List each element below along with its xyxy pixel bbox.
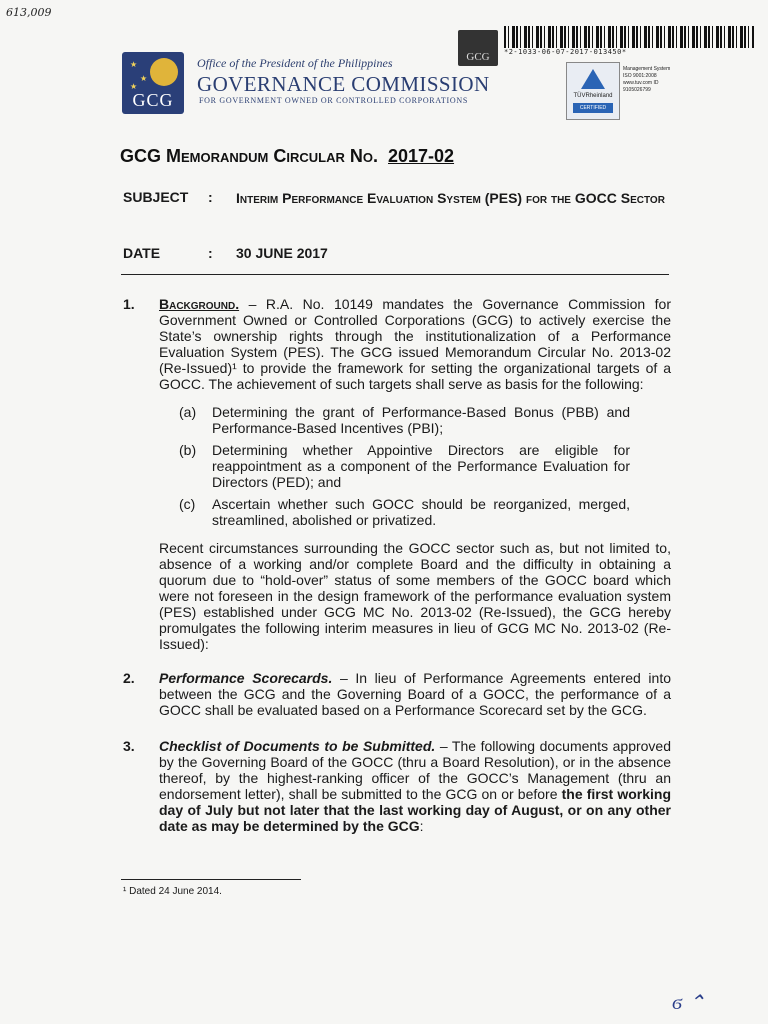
tuv-side-text: Management System ISO 9001:2008 www.tuv.com ID 9105026799 (623, 66, 671, 93)
circular-title (120, 146, 454, 167)
section-heading: Checklist of Documents to be Submitted. (159, 738, 436, 754)
section-background (159, 296, 671, 392)
list-item-label: (c) (179, 496, 196, 512)
star-icon: ★ (130, 82, 138, 91)
initials-signature: ϭ ⌃ (672, 990, 706, 1014)
footnote: ¹ Dated 24 June 2014. (123, 886, 222, 897)
list-item-text: Ascertain whether such GOCC should be reorganized, merged, streamlined, abolished or privatized. (212, 496, 630, 528)
section-number: 3. (123, 738, 135, 754)
handwritten-note: 613,009 (6, 6, 52, 19)
star-icon: ★ (130, 60, 138, 69)
section-number: 2. (123, 670, 135, 686)
tuv-triangle-icon (581, 69, 605, 89)
date-label: DATE (123, 245, 161, 261)
subject-colon: : (208, 189, 213, 205)
section-text-continued: Recent circumstances surrounding the GOCC sector such as, but not limited to, absence of a working and/or complete Board and the difficulty in obtaining a quorum due to “hold-over” status of some members of the GOCC board which were not foreseen in the design framework of the performance evaluation system (PES) established under GCG MC No. 2013-02 (Re-Issued), the GCG hereby promulgates the following interim measures in lieu of GCG MC No. 2013-02 (Re-Issued): (159, 540, 671, 652)
list-item-text: Determining whether Appointive Directors are eligible for reappointment as a component of the Performance Evaluation for Directors (PED); and (212, 442, 630, 490)
date-colon: : (208, 245, 213, 261)
tuv-certification-badge (566, 62, 620, 120)
circular-number: 2017-02 (388, 146, 455, 166)
logo-text: GCG (132, 90, 174, 110)
tuv-name: TÜVRheinland (573, 93, 613, 99)
agency-subtitle: FOR GOVERNMENT OWNED OR CONTROLLED CORPORATIONS (199, 96, 468, 105)
section-heading: Background. (159, 296, 240, 312)
list-item-label: (b) (179, 442, 197, 458)
star-icon: ★ (140, 74, 148, 83)
agency-title: GOVERNANCE COMMISSION (197, 72, 490, 96)
section-heading: Performance Scorecards. (159, 670, 333, 686)
gcg-logo (122, 52, 184, 114)
section-text: – R.A. No. 10149 mandates the Governance Commission for Government Owned or Controlled Corporations (GCG) to actively exercise the State’s ownership rights through the institutionalization of a Performance Evaluation System (PES). The GCG issued Memorandum Circular No. 2013-02 (Re-Issued)¹ to provide the framework for setting the organizational targets of a GOCC. The achievement of such targets shall serve as basis for the following: (159, 296, 671, 392)
list-item-label: (a) (179, 404, 197, 420)
sun-icon (150, 58, 178, 86)
circular-title-prefix: GCG Memorandum Circular No. (120, 146, 378, 166)
stamp-text: GCG (466, 51, 490, 63)
list-item-text: Determining the grant of Performance-Based Bonus (PBB) and Performance-Based Incentives (PBI); (212, 404, 630, 436)
barcode (504, 26, 754, 48)
section-checklist (159, 738, 671, 834)
section-performance-scorecards (159, 670, 671, 718)
gcg-stamp (458, 30, 498, 66)
office-line: Office of the President of the Philippines (197, 56, 393, 70)
tuv-cert-label: CERTIFIED (573, 103, 613, 113)
subject-text: Interim Performance Evaluation System (PES) for the GOCC Sector (236, 190, 665, 206)
section-bold-text: the first working day of July but not later that the last working day of August, or on any other date as may be determined by the GCG (159, 786, 671, 834)
date-text: 30 JUNE 2017 (236, 245, 328, 261)
footnote-divider (121, 879, 301, 880)
barcode-number: *2-1033-06-07-2017-013450* (504, 48, 627, 56)
subject-label: SUBJECT (123, 189, 189, 205)
section-text: – In lieu of Performance Agreements entered into between the GCG and the Governing Board of a GOCC, the performance of a GOCC shall be evaluated based on a Performance Scorecard set by the GCG. (159, 670, 671, 718)
section-text: – The following documents approved by the Governing Board of the GOCC (thru a Board Resolution), or in the absence thereof, by the highest-ranking officer of the GOCC’s Management (thru an endorsement letter), shall be submitted to the GCG on or before (159, 738, 671, 802)
divider (121, 274, 669, 275)
section-text-end: : (419, 818, 424, 834)
section-number: 1. (123, 296, 135, 312)
